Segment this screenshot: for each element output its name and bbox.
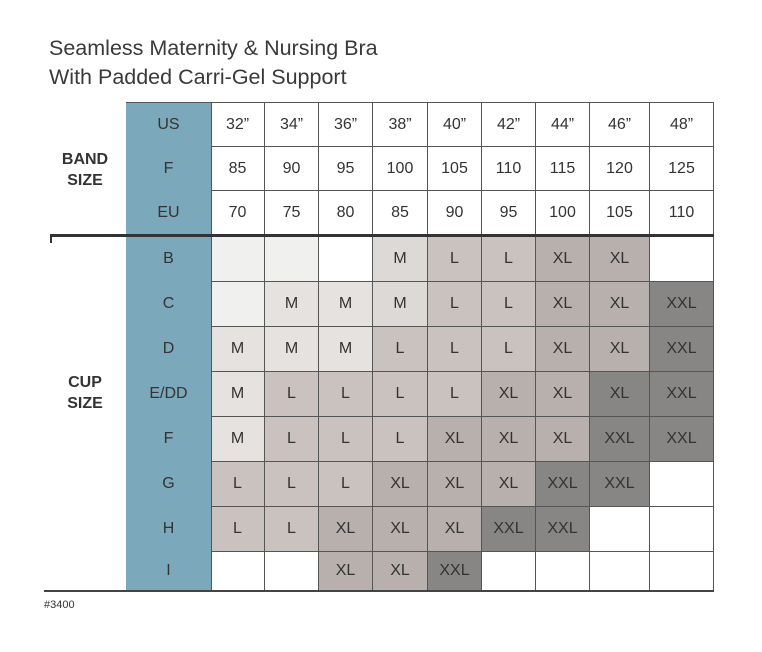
table-cell: 115 bbox=[536, 147, 590, 191]
table-cell: L bbox=[373, 372, 428, 417]
table-cell: XL bbox=[373, 462, 428, 507]
table-cell: XXL bbox=[650, 417, 714, 462]
table-cell: XL bbox=[319, 552, 373, 591]
chart-title bbox=[49, 34, 378, 92]
table-cell bbox=[650, 507, 714, 552]
table-cell: 105 bbox=[428, 147, 482, 191]
table-cell bbox=[211, 237, 265, 282]
table-cell: L bbox=[265, 507, 319, 552]
table-cell: XL bbox=[590, 282, 650, 327]
table-cell: XXL bbox=[650, 282, 714, 327]
table-bottom-border bbox=[44, 590, 714, 592]
table-cell: XL bbox=[536, 282, 590, 327]
table-cell: XXL bbox=[536, 462, 590, 507]
title-line-2: With Padded Carri-Gel Support bbox=[49, 65, 347, 89]
table-cell: XL bbox=[590, 327, 650, 372]
section-divider-tick bbox=[50, 234, 52, 243]
title-line-1: Seamless Maternity & Nursing Bra bbox=[49, 36, 378, 60]
table-cell: XL bbox=[373, 552, 428, 591]
table-cell: L bbox=[428, 372, 482, 417]
table-cell: XL bbox=[536, 237, 590, 282]
table-cell: L bbox=[373, 327, 428, 372]
table-cell: M bbox=[373, 237, 428, 282]
row-header: D bbox=[126, 327, 211, 372]
table-cell: XL bbox=[482, 462, 536, 507]
table-cell: XXL bbox=[536, 507, 590, 552]
table-cell: M bbox=[211, 372, 265, 417]
table-cell: 105 bbox=[590, 191, 650, 235]
table-cell: M bbox=[319, 282, 373, 327]
table-cell bbox=[211, 282, 265, 327]
row-header: H bbox=[126, 507, 211, 552]
table-cell: L bbox=[319, 417, 373, 462]
table-cell bbox=[265, 552, 319, 591]
table-cell: L bbox=[373, 417, 428, 462]
table-cell bbox=[211, 552, 265, 591]
table-cell: XL bbox=[428, 462, 482, 507]
table-cell: XXL bbox=[650, 372, 714, 417]
table-cell: 85 bbox=[373, 191, 428, 235]
table-cell bbox=[536, 552, 590, 591]
table-cell: 110 bbox=[482, 147, 536, 191]
table-cell: XXL bbox=[650, 327, 714, 372]
table-cell: 100 bbox=[373, 147, 428, 191]
table-cell: 90 bbox=[265, 147, 319, 191]
table-cell bbox=[319, 237, 373, 282]
table-cell bbox=[590, 507, 650, 552]
table-cell: 32” bbox=[211, 103, 265, 147]
table-cell: XL bbox=[319, 507, 373, 552]
row-header: E/DD bbox=[126, 372, 211, 417]
product-code: #3400 bbox=[44, 599, 75, 611]
table-cell: 70 bbox=[211, 191, 265, 235]
table-cell: L bbox=[265, 372, 319, 417]
band-size-label: BAND SIZE bbox=[61, 151, 109, 189]
row-header: B bbox=[126, 237, 211, 282]
section-divider bbox=[50, 234, 714, 237]
table-cell: 120 bbox=[590, 147, 650, 191]
table-cell: M bbox=[211, 417, 265, 462]
table-cell: XL bbox=[482, 417, 536, 462]
table-cell: L bbox=[211, 507, 265, 552]
row-header: US bbox=[126, 103, 211, 147]
table-cell: 44” bbox=[536, 103, 590, 147]
table-cell: 46” bbox=[590, 103, 650, 147]
table-cell: 80 bbox=[319, 191, 373, 235]
table-cell: L bbox=[428, 282, 482, 327]
table-cell: XL bbox=[536, 327, 590, 372]
table-cell: M bbox=[211, 327, 265, 372]
table-cell: 110 bbox=[650, 191, 714, 235]
table-cell: L bbox=[319, 372, 373, 417]
table-cell: XL bbox=[428, 507, 482, 552]
table-cell: XL bbox=[590, 237, 650, 282]
table-cell: 42” bbox=[482, 103, 536, 147]
table-cell bbox=[650, 237, 714, 282]
cup-size-label: CUP SIZE bbox=[67, 374, 103, 412]
table-cell: XXL bbox=[590, 417, 650, 462]
table-cell: M bbox=[265, 327, 319, 372]
table-cell: L bbox=[265, 462, 319, 507]
table-cell: L bbox=[265, 417, 319, 462]
table-cell: XL bbox=[536, 372, 590, 417]
table-cell bbox=[265, 237, 319, 282]
table-cell: L bbox=[482, 282, 536, 327]
table-cell: 75 bbox=[265, 191, 319, 235]
table-cell: 40” bbox=[428, 103, 482, 147]
row-header: G bbox=[126, 462, 211, 507]
table-cell: M bbox=[265, 282, 319, 327]
row-header: F bbox=[126, 147, 211, 191]
table-cell: XL bbox=[482, 372, 536, 417]
table-cell: 95 bbox=[319, 147, 373, 191]
table-cell: XXL bbox=[482, 507, 536, 552]
row-header: F bbox=[126, 417, 211, 462]
table-cell: 125 bbox=[650, 147, 714, 191]
table-cell: 95 bbox=[482, 191, 536, 235]
table-cell: XXL bbox=[590, 462, 650, 507]
table-cell: L bbox=[428, 237, 482, 282]
table-cell: 34” bbox=[265, 103, 319, 147]
table-cell bbox=[482, 552, 536, 591]
table-cell: XL bbox=[590, 372, 650, 417]
column-divider bbox=[211, 103, 212, 591]
row-header: EU bbox=[126, 191, 211, 235]
table-cell: 36” bbox=[319, 103, 373, 147]
table-cell: 90 bbox=[428, 191, 482, 235]
table-cell: L bbox=[428, 327, 482, 372]
table-cell: XL bbox=[536, 417, 590, 462]
table-cell: L bbox=[482, 237, 536, 282]
table-cell bbox=[650, 552, 714, 591]
table-cell bbox=[650, 462, 714, 507]
table-cell: XL bbox=[373, 507, 428, 552]
table-cell: 85 bbox=[211, 147, 265, 191]
table-cell: 48” bbox=[650, 103, 714, 147]
table-cell: 100 bbox=[536, 191, 590, 235]
table-cell: 38” bbox=[373, 103, 428, 147]
table-cell: L bbox=[319, 462, 373, 507]
table-cell: M bbox=[373, 282, 428, 327]
table-cell: L bbox=[211, 462, 265, 507]
table-cell bbox=[590, 552, 650, 591]
row-header: C bbox=[126, 282, 211, 327]
table-cell: M bbox=[319, 327, 373, 372]
row-header: I bbox=[126, 552, 211, 591]
table-cell: L bbox=[482, 327, 536, 372]
table-cell: XL bbox=[428, 417, 482, 462]
table-cell: XXL bbox=[428, 552, 482, 591]
